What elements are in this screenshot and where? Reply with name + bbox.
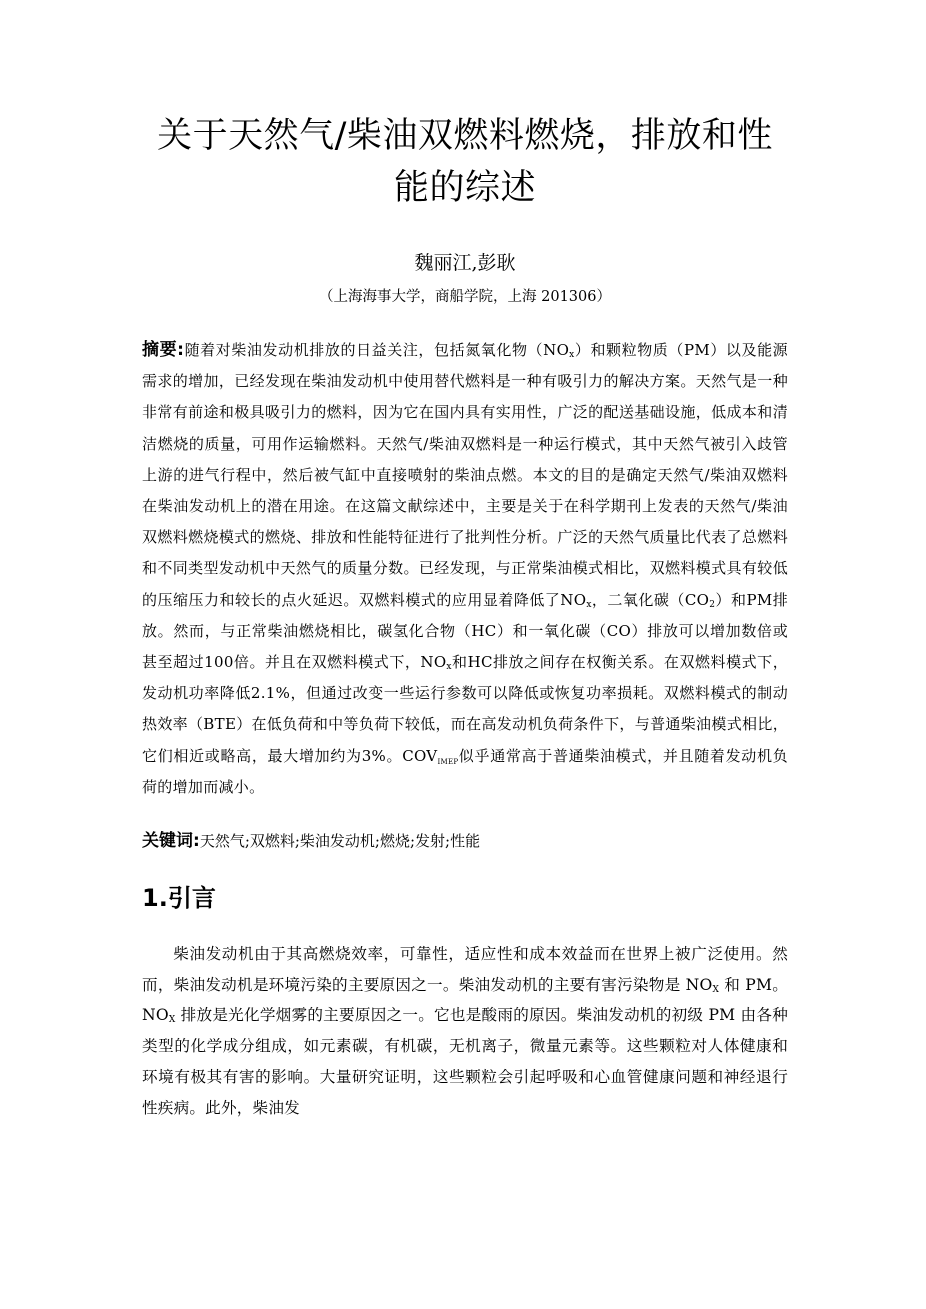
abstract-text-1: 随着对柴油发动机排放的日益关注，包括氮氧化物（NO [184,341,570,359]
abstract [142,335,788,803]
intro-sub-1: X [712,984,720,995]
intro-text-2: 和 PM。NO [142,975,788,1025]
abstract-sub-5: IMEP [437,757,459,766]
paper-title [142,110,788,214]
abstract-label: 摘要: [142,340,185,360]
affiliation: （上海海事大学，商船学院，上海 201306） [319,289,611,305]
abstract-sub-3: 2 [709,599,716,610]
abstract-text-6: 似乎通常高于普通柴油模式，并且随着发动机负荷的增加而减小。 [142,746,788,796]
intro-text-3: 排放是光化学烟雾的主要原因之一。它也是酸雨的原因。柴油发动机的初级 PM 由各种类型的化学成分组成，如元素碳，有机碳，无机离子，微量元素等。这些颗粒对人体健康和环境有极其有害的影响。大量研究证明，这些颗粒会引起呼吸和心血管健康问题和神经退行性疾病。此外，柴油发 [142,1006,788,1117]
keywords-label: 关键词: [142,831,200,852]
abstract-text-3: ，二氧化碳（CO [591,590,710,609]
abstract-text-2: ）和颗粒物质（PM）以及能源需求的增加，已经发现在柴油发动机中使用替代燃料是一种有吸引力的解决方案。天然气是一种非常有前途和极具吸引力的燃料，因为它在国内具有实用性，广泛的配送基础设施，低成本和清洁燃烧的质量，可用作运输燃料。天然气/柴油双燃料是一种运行模式，其中天然气被引入歧管上游的进气行程中，然后被气缸中直接喷射的柴油点燃。本文的目的是确定天然气/柴油双燃料在柴油发动机上的潜在用途。在这篇文献综述中，主要是关于在科学期刊上发表的天然气/柴油双燃料燃烧模式的燃烧、排放和性能特征进行了批判性分析。广泛的天然气质量比代表了总燃料和不同类型发动机中天然气的质量分数。已经发现，与正常柴油模式相比，双燃料模式具有较低的压缩压力和较长的点火延迟。双燃料模式的应用显着降低了NO [142,341,788,609]
intro-sub-2: X [168,1015,176,1026]
title-line-2: 能的综述 [393,168,536,208]
authors: 魏丽江,彭耿 [414,252,516,274]
document-page [142,110,788,1123]
keywords [142,829,788,853]
abstract-sub-2: x [586,599,592,610]
abstract-sub-1: x [569,350,575,360]
abstract-sub-4: x [446,662,452,673]
introduction-paragraph [142,939,788,1123]
section-heading-introduction: 1.引言 [142,884,216,913]
intro-text-1: 柴油发动机由于其高燃烧效率，可靠性，适应性和成本效益而在世界上被广泛使用。然而，柴油发动机是环境污染的主要原因之一。柴油发动机的主要有害污染物是 NO [142,945,788,994]
abstract-text-4: ）和PM排放。然而，与正常柴油燃烧相比，碳氢化合物（HC）和一氧化碳（CO）排放可以增加数倍或甚至超过100倍。并且在双燃料模式下，NO [142,590,789,672]
keywords-text: 天然气;双燃料;柴油发动机;燃烧;发射;性能 [199,832,481,851]
title-line-1: 关于天然气/柴油双燃料燃烧，排放和性 [157,116,773,156]
abstract-text-5: 和HC排放之间存在权衡关系。在双燃料模式下，发动机功率降低2.1%，但通过改变一些运行参数可以降低或恢复功率损耗。双燃料模式的制动热效率（BTE）在低负荷和中等负荷下较低，而在高发动机负荷条件下，与普通柴油模式相比，它们相近或略高，最大增加约为3%。COV [142,653,788,765]
